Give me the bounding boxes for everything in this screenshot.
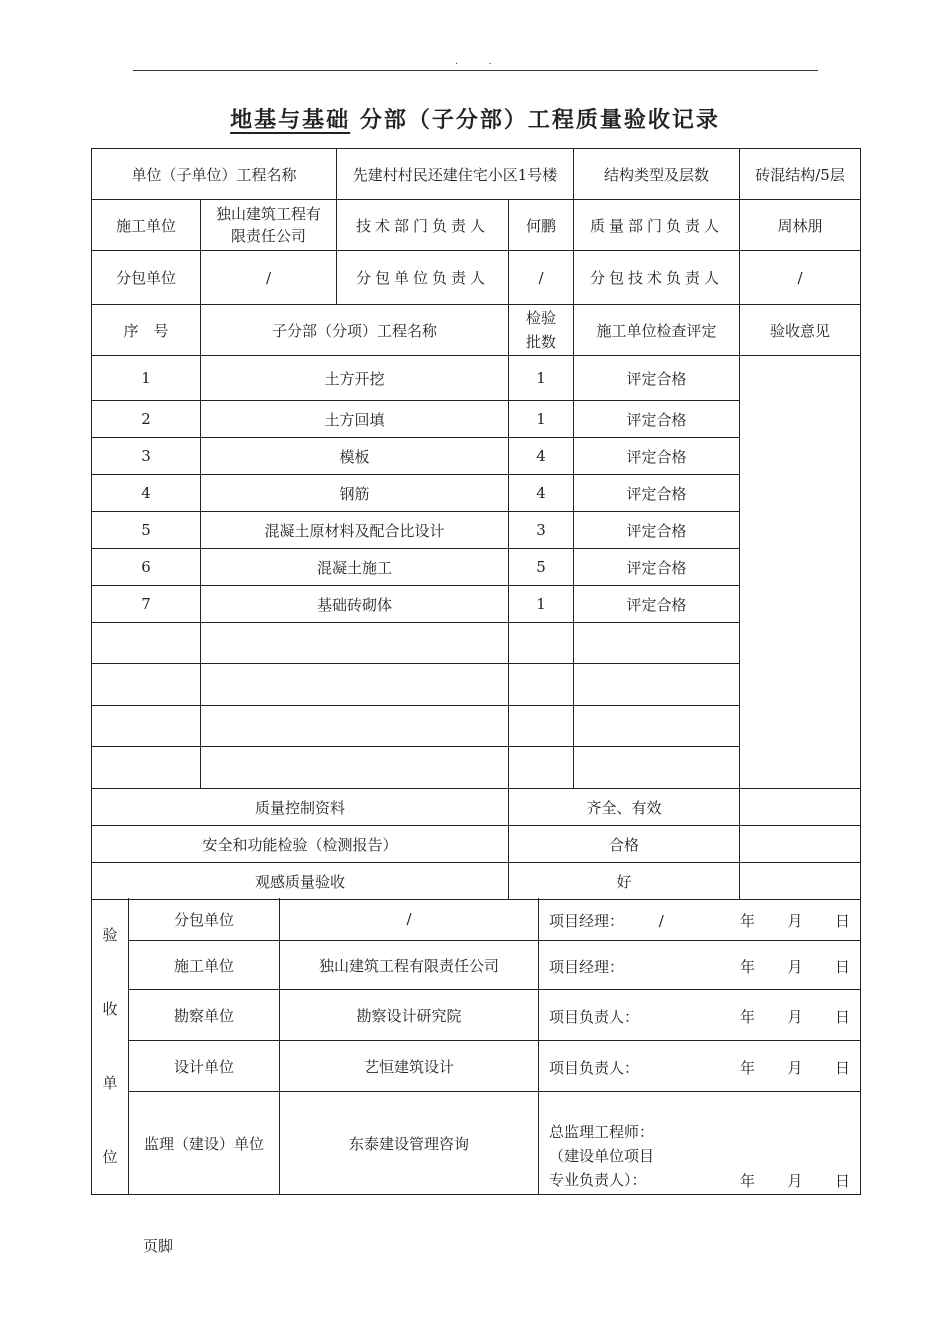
unit-label: 监理（建设）单位: [129, 1092, 280, 1195]
acceptance-side-label: [92, 898, 129, 1195]
sign-label: 项目负责人：: [549, 1059, 640, 1078]
summary-label: 观感质量验收: [92, 863, 509, 900]
summary-value: 合格: [509, 826, 740, 863]
summary-row: [92, 789, 861, 826]
sign-date: [740, 1057, 850, 1078]
signature-cell: [539, 941, 861, 990]
row-seq: 5: [92, 512, 201, 549]
row-check: 评定合格: [574, 438, 740, 475]
sign-label-multiline: [549, 1120, 654, 1192]
sign-label-line2: （建设单位项目: [549, 1147, 655, 1166]
unit-name: 勘察设计研究院: [280, 990, 539, 1041]
signature-cell: [539, 1041, 861, 1092]
tech-head-value: 何鹏: [509, 200, 574, 251]
sub-unit-head-value: /: [509, 251, 574, 305]
col-batches-line1: 检验: [526, 309, 557, 327]
summary-row: [92, 826, 861, 863]
row-seq: 4: [92, 475, 201, 512]
empty-cell: [509, 623, 574, 664]
empty-cell: [201, 664, 509, 706]
row-check: 评定合格: [574, 356, 740, 401]
date-month: 月: [787, 1172, 803, 1191]
summary-value: 好: [509, 863, 740, 900]
sub-unit-head-label: 分包单位负责人: [337, 251, 509, 305]
row-name: 混凝土施工: [201, 549, 509, 586]
row-name: 基础砖砌体: [201, 586, 509, 623]
empty-cell: [509, 664, 574, 706]
title-part-rest: 分部（子分部）工程质量验收记录: [359, 107, 720, 133]
sign-label-line3: 专业负责人）：: [549, 1171, 647, 1190]
summary-label: 质量控制资料: [92, 789, 509, 826]
row-name: 钢筋: [201, 475, 509, 512]
empty-cell: [574, 706, 740, 747]
unit-project-value: 先建村村民还建住宅小区1号楼: [337, 149, 574, 200]
empty-cell: [201, 706, 509, 747]
header-rule: [133, 70, 818, 71]
summary-value: 齐全、有效: [509, 789, 740, 826]
quality-head-value: 周林朋: [740, 200, 861, 251]
acceptance-units-table: [91, 898, 861, 1195]
sign-date: [740, 956, 850, 977]
sub-unit-value: /: [201, 251, 337, 305]
empty-cell: [92, 664, 201, 706]
date-month: 月: [787, 1059, 803, 1078]
sign-label: [549, 910, 664, 931]
row-batches: 4: [509, 475, 574, 512]
row-batches: 3: [509, 512, 574, 549]
unit-label: 设计单位: [129, 1041, 280, 1092]
row-batches: 4: [509, 438, 574, 475]
empty-cell: [509, 747, 574, 789]
summary-label: 安全和功能检验（检测报告）: [92, 826, 509, 863]
row-name: 土方开挖: [201, 356, 509, 401]
unit-name: 东泰建设管理咨询: [280, 1092, 539, 1195]
row-seq: 2: [92, 401, 201, 438]
construction-unit-value: 独山建筑工程有限责任公司: [201, 200, 337, 251]
empty-cell: [92, 623, 201, 664]
date-day: 日: [834, 1059, 850, 1078]
col-seq-header: 序 号: [92, 305, 201, 356]
unit-label: 分包单位: [129, 898, 280, 941]
sign-date: [740, 910, 850, 931]
construction-unit-label: 施工单位: [92, 200, 201, 251]
col-batches-line2: 批数: [526, 333, 557, 351]
date-year: 年: [740, 1172, 756, 1191]
signature-cell: [539, 898, 861, 941]
row-batches: 5: [509, 549, 574, 586]
row-name: 混凝土原材料及配合比设计: [201, 512, 509, 549]
row-batches: 1: [509, 356, 574, 401]
date-day: 日: [834, 912, 850, 930]
sub-tech-head-label: 分包技术负责人: [574, 251, 740, 305]
empty-cell: [509, 706, 574, 747]
sign-label-line1: 总监理工程师：: [549, 1123, 655, 1142]
row-check: 评定合格: [574, 549, 740, 586]
page-footer: 页脚: [143, 1237, 174, 1255]
row-check: 评定合格: [574, 586, 740, 623]
date-month: 月: [787, 958, 803, 977]
row-name: 土方回填: [201, 401, 509, 438]
unit-name: 艺恒建筑设计: [280, 1041, 539, 1092]
summary-opinion: [740, 789, 861, 826]
side-char: 收: [102, 1000, 118, 1018]
sub-tech-head-value: /: [740, 251, 861, 305]
summary-opinion: [740, 863, 861, 900]
summary-row: [92, 863, 861, 900]
empty-cell: [201, 747, 509, 789]
row-batches: 1: [509, 401, 574, 438]
side-char: 验: [102, 926, 118, 944]
col-batches-header: [509, 305, 574, 356]
page-title: [90, 103, 860, 137]
summary-opinion: [740, 826, 861, 863]
unit-label: 施工单位: [129, 941, 280, 990]
row-seq: 1: [92, 356, 201, 401]
sign-label: 项目经理：: [549, 958, 625, 977]
sign-label: 项目负责人：: [549, 1008, 640, 1027]
unit-project-label: 单位（子单位）工程名称: [92, 149, 337, 200]
header-dots: . .: [455, 57, 506, 67]
col-name-header: 子分部（分项）工程名称: [201, 305, 509, 356]
structure-label: 结构类型及层数: [574, 149, 740, 200]
row-seq: 6: [92, 549, 201, 586]
row-check: 评定合格: [574, 475, 740, 512]
date-month: 月: [787, 1008, 803, 1027]
row-seq: 3: [92, 438, 201, 475]
sign-label-text: 项目经理：: [549, 912, 625, 930]
table-row: [92, 356, 861, 401]
empty-cell: [574, 664, 740, 706]
sign-date: [740, 1170, 850, 1191]
unit-name: 独山建筑工程有限责任公司: [280, 941, 539, 990]
unit-label: 勘察单位: [129, 990, 280, 1041]
col-check-header: 施工单位检查评定: [574, 305, 740, 356]
sign-value: /: [658, 912, 664, 930]
col-opinion-header: 验收意见: [740, 305, 861, 356]
unit-name: /: [280, 898, 539, 941]
title-part-underlined: 地基与基础: [230, 107, 351, 133]
tech-head-label: 技术部门负责人: [337, 200, 509, 251]
date-year: 年: [740, 1008, 756, 1027]
date-year: 年: [740, 912, 756, 930]
row-name: 模板: [201, 438, 509, 475]
acceptance-table: [91, 148, 861, 900]
structure-value: 砖混结构/5层: [740, 149, 861, 200]
empty-cell: [92, 706, 201, 747]
empty-cell: [574, 623, 740, 664]
date-month: 月: [787, 912, 803, 930]
opinion-cell: [740, 356, 861, 789]
signature-cell: [539, 990, 861, 1041]
date-day: 日: [834, 1008, 850, 1027]
row-batches: 1: [509, 586, 574, 623]
empty-cell: [574, 747, 740, 789]
empty-cell: [92, 747, 201, 789]
date-day: 日: [834, 1172, 850, 1191]
row-check: 评定合格: [574, 401, 740, 438]
date-year: 年: [740, 1059, 756, 1078]
side-char: 单: [102, 1074, 118, 1092]
side-char: 位: [102, 1148, 118, 1166]
sign-date: [740, 1006, 850, 1027]
row-seq: 7: [92, 586, 201, 623]
row-check: 评定合格: [574, 512, 740, 549]
sub-unit-label: 分包单位: [92, 251, 201, 305]
date-day: 日: [834, 958, 850, 977]
empty-cell: [201, 623, 509, 664]
date-year: 年: [740, 958, 756, 977]
quality-head-label: 质量部门负责人: [574, 200, 740, 251]
signature-cell: [539, 1092, 861, 1195]
